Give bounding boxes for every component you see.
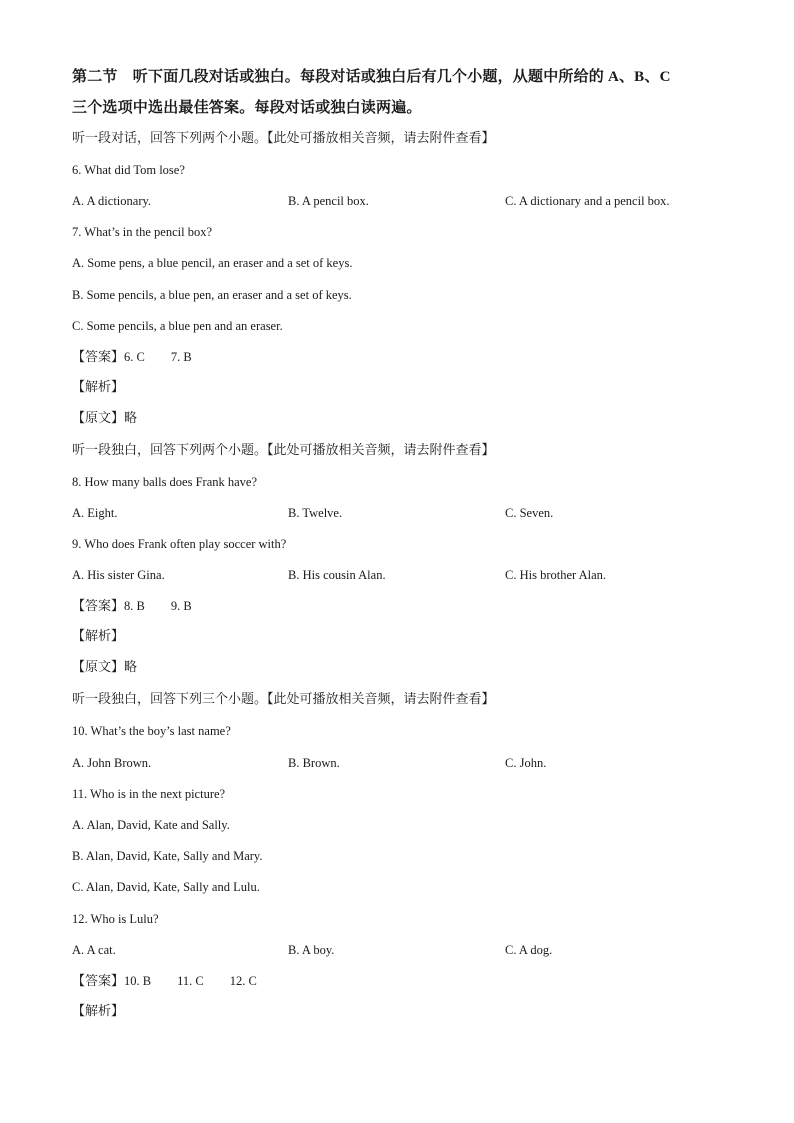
answer-value: 8. B — [124, 599, 145, 613]
question-6-option-a: A. A dictionary. — [72, 194, 152, 208]
question-9-stem: 9. Who does Frank often play soccer with? — [72, 537, 287, 551]
question-8-stem: 8. How many balls does Frank have? — [72, 475, 258, 489]
question-6-stem: 6. What did Tom lose? — [72, 163, 185, 177]
group-1-analysis-label: 【解析】 — [72, 380, 125, 395]
question-6-option-c: C. A dictionary and a pencil box. — [505, 194, 670, 208]
answer-label: 【答案】 — [72, 599, 125, 614]
question-8-option-c: C. Seven. — [505, 506, 554, 520]
answer-label: 【答案】 — [72, 350, 125, 365]
question-8-option-b: B. Twelve. — [288, 506, 343, 520]
group-3-answer — [72, 972, 257, 991]
question-12-option-c: C. A dog. — [505, 943, 553, 957]
question-11-option-b: B. Alan, David, Kate, Sally and Mary. — [72, 849, 263, 863]
question-7-option-c: C. Some pencils, a blue pen and an eraser. — [72, 319, 283, 333]
question-10-stem: 10. What’s the boy’s last name? — [72, 724, 231, 738]
question-12-stem: 12. Who is Lulu? — [72, 912, 159, 926]
group-3-analysis-label: 【解析】 — [72, 1004, 125, 1019]
question-7-stem: 7. What’s in the pencil box? — [72, 225, 213, 239]
question-11-option-a: A. Alan, David, Kate and Sally. — [72, 818, 230, 832]
question-11-option-c: C. Alan, David, Kate, Sally and Lulu. — [72, 880, 260, 894]
question-7-option-b: B. Some pencils, a blue pen, an eraser and a set of keys. — [72, 288, 352, 302]
answer-value: 7. B — [170, 350, 192, 364]
question-9-option-b: B. His cousin Alan. — [288, 568, 386, 582]
question-11-stem: 11. Who is in the next picture? — [72, 787, 226, 801]
group-2-intro: 听一段独白，回答下列两个小题。【此处可播放相关音频，请去附件查看】 — [72, 443, 495, 458]
question-10-option-b: B. Brown. — [288, 756, 340, 770]
group-1-answer — [72, 348, 192, 367]
answer-value: 6. C — [124, 350, 145, 364]
answer-value: 11. C — [177, 974, 204, 988]
answer-label: 【答案】 — [72, 974, 125, 989]
question-10-option-c: C. John. — [505, 756, 547, 770]
question-9-option-a: A. His sister Gina. — [72, 568, 165, 582]
group-2-analysis-label: 【解析】 — [72, 629, 125, 644]
question-12-option-b: B. A boy. — [288, 943, 335, 957]
section-title-line-2: 三个选项中选出最佳答案。每段对话或独白读两遍。 — [72, 100, 422, 116]
group-1-original-label: 【原文】略 — [72, 411, 138, 426]
group-3-intro: 听一段独白，回答下列三个小题。【此处可播放相关音频，请去附件查看】 — [72, 692, 495, 707]
section-title-line-1: 第二节 听下面几段对话或独白。每段对话或独白后有几个小题，从题中所给的 A、B、C — [72, 69, 671, 85]
answer-value: 12. C — [229, 974, 257, 988]
question-6-option-b: B. A pencil box. — [288, 194, 369, 208]
question-7-option-a: A. Some pens, a blue pencil, an eraser and a set of keys. — [72, 256, 353, 270]
question-12-option-a: A. A cat. — [72, 943, 116, 957]
question-8-option-a: A. Eight. — [72, 506, 118, 520]
group-1-intro: 听一段对话，回答下列两个小题。【此处可播放相关音频，请去附件查看】 — [72, 131, 495, 146]
question-9-option-c: C. His brother Alan. — [505, 568, 607, 582]
question-10-option-a: A. John Brown. — [72, 756, 152, 770]
group-2-original-label: 【原文】略 — [72, 660, 138, 675]
group-2-answer — [72, 597, 192, 616]
answer-value: 10. B — [124, 974, 152, 988]
answer-value: 9. B — [170, 599, 192, 613]
